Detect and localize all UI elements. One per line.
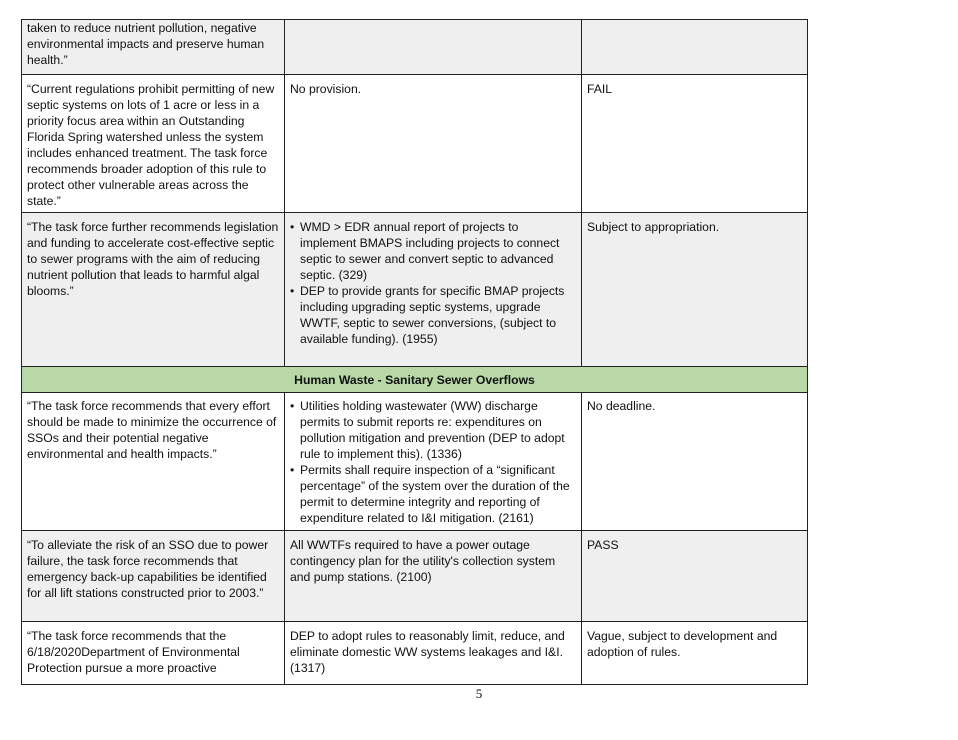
assessment-cell	[582, 393, 808, 531]
provision-cell	[285, 213, 582, 367]
assessment-cell	[582, 75, 808, 213]
task-force-cell	[22, 213, 285, 367]
assessment-cell	[582, 213, 808, 367]
bullet-icon: •	[290, 463, 295, 477]
provision-cell	[285, 622, 582, 685]
assessment-cell	[582, 531, 808, 622]
provision-text: All WWTFs required to have a power outage contingency plan for the utility's collection system and pump stations. (2100)	[290, 538, 556, 584]
list-item	[290, 219, 576, 283]
table-row	[22, 75, 808, 213]
section-heading: Human Waste - Sanitary Sewer Overflows	[22, 367, 808, 393]
assessment-text: Subject to appropriation.	[587, 220, 720, 234]
assessment-text: PASS	[587, 538, 619, 552]
assessment-text: FAIL	[587, 82, 613, 96]
bullet-icon: •	[290, 399, 295, 413]
provision-bullet-list	[290, 219, 576, 347]
task-force-text: “The task force recommends that every effort should be made to minimize the occurrence of SSOs and their potential negative environmental and health impacts.”	[27, 399, 277, 461]
provision-text: DEP to adopt rules to reasonably limit, reduce, and eliminate domestic WW systems leakages and I&I. (1317)	[290, 629, 565, 675]
list-item-text: Utilities holding wastewater (WW) discharge permits to submit reports re: expenditures on pollution mitigation and prevention (DEP to adopt rule to implement this). (1336)	[300, 399, 565, 461]
assessment-text: Vague, subject to development and adoption of rules.	[587, 629, 778, 659]
task-force-text: “The task force further recommends legislation and funding to accelerate cost-effective septic to sewer programs with the aim of reducing nutrient pollution that leads to harmful algal blooms.”	[27, 220, 279, 298]
provision-cell	[285, 75, 582, 213]
list-item	[290, 398, 576, 462]
task-force-cell	[22, 20, 285, 75]
provision-cell	[285, 531, 582, 622]
provision-cell	[285, 20, 582, 75]
task-force-text: “The task force recommends that the 6/18/2020Department of Environmental Protection pursue a more proactive	[27, 629, 240, 675]
list-item	[290, 283, 576, 347]
table-row	[22, 213, 808, 367]
provision-text: No provision.	[290, 82, 362, 96]
list-item-text: DEP to provide grants for specific BMAP projects including upgrading septic systems, upgrade WWTF, septic to sewer conversions, (subject to available funding). (1955)	[300, 284, 565, 346]
task-force-cell	[22, 393, 285, 531]
assessment-text: No deadline.	[587, 399, 656, 413]
task-force-text: “To alleviate the risk of an SSO due to power failure, the task force recommends that emergency back-up capabilities be identified for all lift stations constructed prior to 2003.”	[27, 538, 269, 600]
assessment-cell	[582, 20, 808, 75]
bullet-icon: •	[290, 220, 295, 234]
table-row	[22, 531, 808, 622]
list-item-text: Permits shall require inspection of a “significant percentage” of the system over the duration of the permit to determine integrity and reporting of expenditure related to I&I mitigation. (2161)	[300, 463, 570, 525]
bullet-icon: •	[290, 284, 295, 298]
table-row	[22, 20, 808, 75]
page-number: 5	[475, 686, 483, 701]
legislation-comparison-table	[21, 19, 808, 685]
list-item	[290, 462, 576, 526]
task-force-cell	[22, 531, 285, 622]
provision-bullet-list	[290, 398, 576, 526]
table-row	[22, 393, 808, 531]
task-force-text: “Current regulations prohibit permitting of new septic systems on lots of 1 acre or less in a priority focus area within an Outstanding Florida Spring watershed unless the system includes enhanced treatment. The task force recommends broader adoption of this rule to protect other vulnerable areas across the state.”	[27, 82, 275, 208]
provision-cell	[285, 393, 582, 531]
assessment-cell	[582, 622, 808, 685]
task-force-cell	[22, 622, 285, 685]
task-force-cell	[22, 75, 285, 213]
table-row	[22, 622, 808, 685]
section-heading-row	[22, 367, 808, 393]
list-item-text: WMD > EDR annual report of projects to implement BMAPS including projects to connect septic to sewer and convert septic to advanced septic. (329)	[300, 220, 560, 282]
task-force-text: taken to reduce nutrient pollution, negative environmental impacts and preserve human health.”	[27, 21, 265, 67]
